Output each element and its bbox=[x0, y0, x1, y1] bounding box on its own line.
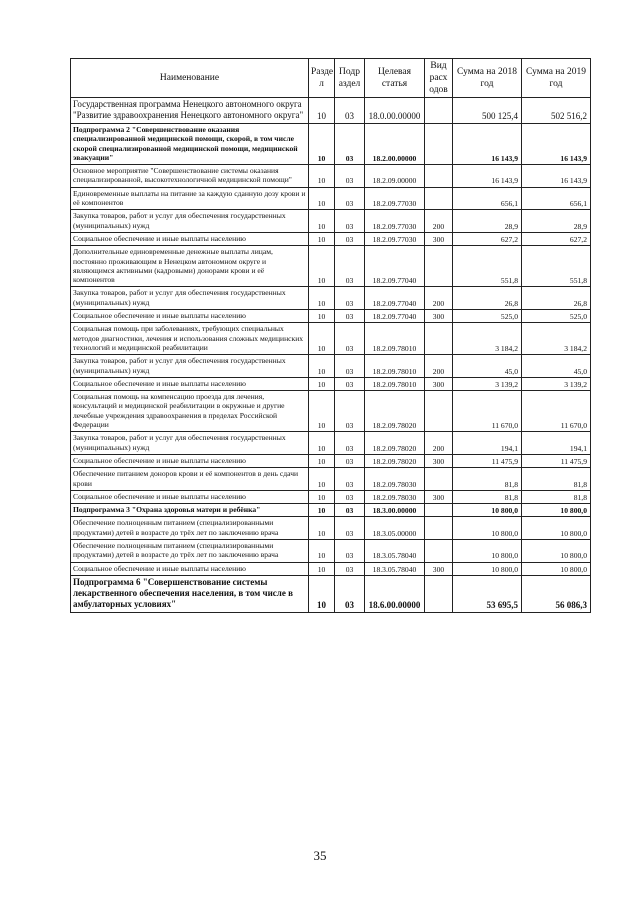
row-exp-type: 200 bbox=[425, 432, 453, 455]
row-name: Подпрограмма 6 "Совершенствование системы лекарственного обеспечения населения, в том числе в амбулаторных условиях" bbox=[71, 575, 309, 612]
row-exp-type bbox=[425, 165, 453, 188]
row-target: 18.2.09.77040 bbox=[365, 246, 425, 287]
row-exp-type bbox=[425, 246, 453, 287]
row-section: 10 bbox=[309, 246, 335, 287]
row-subsection: 03 bbox=[335, 454, 365, 467]
row-sum-2019: 45,0 bbox=[522, 355, 591, 378]
row-name: Социальное обеспечение и иные выплаты населению bbox=[71, 377, 309, 390]
row-sum-2018: 81,8 bbox=[453, 490, 522, 503]
row-exp-type bbox=[425, 124, 453, 165]
table-row bbox=[71, 124, 591, 165]
row-target: 18.6.00.00000 bbox=[365, 575, 425, 612]
row-section: 10 bbox=[309, 310, 335, 323]
row-sum-2019: 551,8 bbox=[522, 246, 591, 287]
row-target: 18.3.00.00000 bbox=[365, 504, 425, 517]
row-section: 10 bbox=[309, 187, 335, 210]
table-row bbox=[71, 539, 591, 562]
row-sum-2018: 500 125,4 bbox=[453, 98, 522, 124]
row-exp-type bbox=[425, 323, 453, 355]
table-row bbox=[71, 575, 591, 612]
row-sum-2019: 525,0 bbox=[522, 310, 591, 323]
row-section: 10 bbox=[309, 490, 335, 503]
row-sum-2018: 16 143,9 bbox=[453, 124, 522, 165]
row-exp-type: 300 bbox=[425, 454, 453, 467]
row-target: 18.2.09.77030 bbox=[365, 187, 425, 210]
row-name: Социальное обеспечение и иные выплаты населению bbox=[71, 232, 309, 245]
table-row bbox=[71, 391, 591, 432]
row-name: Обеспечение полноценным питанием (специализированными продуктами) детей в возрасте до трёх лет по заключению врача bbox=[71, 539, 309, 562]
row-sum-2019: 81,8 bbox=[522, 490, 591, 503]
row-exp-type: 200 bbox=[425, 355, 453, 378]
row-sum-2019: 11 670,0 bbox=[522, 391, 591, 432]
row-name: Социальное обеспечение и иные выплаты населению bbox=[71, 562, 309, 575]
row-subsection: 03 bbox=[335, 517, 365, 540]
table-row bbox=[71, 517, 591, 540]
row-exp-type bbox=[425, 98, 453, 124]
table-row bbox=[71, 165, 591, 188]
header-subsection: Подр аздел bbox=[335, 59, 365, 98]
row-subsection: 03 bbox=[335, 124, 365, 165]
row-sum-2019: 16 143,9 bbox=[522, 124, 591, 165]
row-sum-2018: 656,1 bbox=[453, 187, 522, 210]
table-row bbox=[71, 232, 591, 245]
row-section: 10 bbox=[309, 210, 335, 233]
table-row bbox=[71, 246, 591, 287]
row-section: 10 bbox=[309, 355, 335, 378]
row-target: 18.3.05.78040 bbox=[365, 539, 425, 562]
header-exp-type: Вид расх одов bbox=[425, 59, 453, 98]
row-subsection: 03 bbox=[335, 490, 365, 503]
row-sum-2018: 627,2 bbox=[453, 232, 522, 245]
row-name: Основное мероприятие "Совершенствование системы оказания специализированной, высокотехнологичной медицинской помощи" bbox=[71, 165, 309, 188]
row-name: Государственная программа Ненецкого автономного округа "Развитие здравоохранения Ненецкого автономного округа" bbox=[71, 98, 309, 124]
row-sum-2019: 656,1 bbox=[522, 187, 591, 210]
row-sum-2019: 10 800,0 bbox=[522, 539, 591, 562]
row-sum-2019: 502 516,2 bbox=[522, 98, 591, 124]
row-section: 10 bbox=[309, 391, 335, 432]
row-exp-type bbox=[425, 187, 453, 210]
row-name: Закупка товаров, работ и услуг для обеспечения государственных (муниципальных) нужд bbox=[71, 210, 309, 233]
table-row bbox=[71, 287, 591, 310]
row-section: 10 bbox=[309, 124, 335, 165]
row-sum-2019: 26,8 bbox=[522, 287, 591, 310]
row-sum-2018: 81,8 bbox=[453, 468, 522, 491]
row-target: 18.3.05.78040 bbox=[365, 562, 425, 575]
row-subsection: 03 bbox=[335, 432, 365, 455]
row-section: 10 bbox=[309, 287, 335, 310]
row-sum-2018: 10 800,0 bbox=[453, 517, 522, 540]
table-row bbox=[71, 468, 591, 491]
row-exp-type: 300 bbox=[425, 490, 453, 503]
row-name: Закупка товаров, работ и услуг для обеспечения государственных (муниципальных) нужд bbox=[71, 287, 309, 310]
row-section: 10 bbox=[309, 165, 335, 188]
row-target: 18.2.09.78010 bbox=[365, 323, 425, 355]
row-section: 10 bbox=[309, 504, 335, 517]
table-row bbox=[71, 377, 591, 390]
row-exp-type bbox=[425, 504, 453, 517]
row-subsection: 03 bbox=[335, 165, 365, 188]
row-sum-2018: 26,8 bbox=[453, 287, 522, 310]
row-sum-2019: 56 086,3 bbox=[522, 575, 591, 612]
row-target: 18.2.09.78020 bbox=[365, 432, 425, 455]
row-subsection: 03 bbox=[335, 504, 365, 517]
row-sum-2019: 3 184,2 bbox=[522, 323, 591, 355]
row-subsection: 03 bbox=[335, 355, 365, 378]
row-target: 18.2.00.00000 bbox=[365, 124, 425, 165]
row-target: 18.2.09.78010 bbox=[365, 377, 425, 390]
document-page bbox=[70, 58, 590, 613]
row-sum-2018: 28,9 bbox=[453, 210, 522, 233]
row-section: 10 bbox=[309, 575, 335, 612]
row-exp-type bbox=[425, 468, 453, 491]
row-subsection: 03 bbox=[335, 575, 365, 612]
row-sum-2018: 3 139,2 bbox=[453, 377, 522, 390]
row-exp-type: 300 bbox=[425, 310, 453, 323]
table-row bbox=[71, 98, 591, 124]
row-exp-type: 300 bbox=[425, 562, 453, 575]
page-number: 35 bbox=[313, 848, 327, 863]
row-target: 18.2.09.78030 bbox=[365, 468, 425, 491]
row-target: 18.3.05.00000 bbox=[365, 517, 425, 540]
row-exp-type bbox=[425, 575, 453, 612]
row-sum-2019: 194,1 bbox=[522, 432, 591, 455]
row-name: Социальная помощь на компенсацию проезда для лечения, консультаций и медицинской реабилитации в окружные и другие лечебные учреждения здравоохранения в пределах Российской Федерации bbox=[71, 391, 309, 432]
row-exp-type: 300 bbox=[425, 232, 453, 245]
row-subsection: 03 bbox=[335, 377, 365, 390]
row-sum-2019: 3 139,2 bbox=[522, 377, 591, 390]
row-sum-2019: 81,8 bbox=[522, 468, 591, 491]
row-sum-2019: 10 800,0 bbox=[522, 504, 591, 517]
header-section: Разде л bbox=[309, 59, 335, 98]
row-section: 10 bbox=[309, 232, 335, 245]
row-exp-type bbox=[425, 517, 453, 540]
row-target: 18.2.09.77040 bbox=[365, 287, 425, 310]
row-exp-type bbox=[425, 391, 453, 432]
row-sum-2018: 10 800,0 bbox=[453, 562, 522, 575]
row-sum-2018: 3 184,2 bbox=[453, 323, 522, 355]
table-row bbox=[71, 187, 591, 210]
row-sum-2018: 11 475,9 bbox=[453, 454, 522, 467]
row-exp-type bbox=[425, 539, 453, 562]
row-name: Закупка товаров, работ и услуг для обеспечения государственных (муниципальных) нужд bbox=[71, 355, 309, 378]
row-target: 18.2.09.78020 bbox=[365, 391, 425, 432]
row-name: Подпрограмма 3 "Охрана здоровья матери и ребёнка" bbox=[71, 504, 309, 517]
header-sum-2018: Сумма на 2018 год bbox=[453, 59, 522, 98]
row-sum-2019: 11 475,9 bbox=[522, 454, 591, 467]
row-section: 10 bbox=[309, 468, 335, 491]
header-target: Целевая статья bbox=[365, 59, 425, 98]
row-sum-2019: 16 143,9 bbox=[522, 165, 591, 188]
row-section: 10 bbox=[309, 517, 335, 540]
row-sum-2018: 45,0 bbox=[453, 355, 522, 378]
row-target: 18.2.09.78010 bbox=[365, 355, 425, 378]
row-name: Социальное обеспечение и иные выплаты населению bbox=[71, 310, 309, 323]
row-subsection: 03 bbox=[335, 310, 365, 323]
row-target: 18.2.09.77040 bbox=[365, 310, 425, 323]
row-sum-2018: 551,8 bbox=[453, 246, 522, 287]
row-subsection: 03 bbox=[335, 187, 365, 210]
row-subsection: 03 bbox=[335, 391, 365, 432]
row-target: 18.2.09.78030 bbox=[365, 490, 425, 503]
row-name: Социальное обеспечение и иные выплаты населению bbox=[71, 490, 309, 503]
row-sum-2019: 28,9 bbox=[522, 210, 591, 233]
row-sum-2018: 16 143,9 bbox=[453, 165, 522, 188]
table-row bbox=[71, 323, 591, 355]
row-target: 18.2.09.78020 bbox=[365, 454, 425, 467]
row-sum-2019: 10 800,0 bbox=[522, 562, 591, 575]
row-section: 10 bbox=[309, 432, 335, 455]
row-section: 10 bbox=[309, 98, 335, 124]
table-row bbox=[71, 210, 591, 233]
header-sum-2019: Сумма на 2019 год bbox=[522, 59, 591, 98]
row-exp-type: 300 bbox=[425, 377, 453, 390]
row-section: 10 bbox=[309, 323, 335, 355]
table-row bbox=[71, 504, 591, 517]
table-row bbox=[71, 490, 591, 503]
row-sum-2018: 525,0 bbox=[453, 310, 522, 323]
row-name: Социальная помощь при заболеваниях, требующих специальных методов диагностики, лечения и использования сложных медицинских технологий и медицинской реабилитации bbox=[71, 323, 309, 355]
row-section: 10 bbox=[309, 454, 335, 467]
table-header-row bbox=[71, 59, 591, 98]
row-section: 10 bbox=[309, 539, 335, 562]
table-row bbox=[71, 432, 591, 455]
row-sum-2018: 10 800,0 bbox=[453, 539, 522, 562]
row-exp-type: 200 bbox=[425, 287, 453, 310]
row-sum-2018: 194,1 bbox=[453, 432, 522, 455]
table-row bbox=[71, 454, 591, 467]
row-subsection: 03 bbox=[335, 468, 365, 491]
row-target: 18.0.00.00000 bbox=[365, 98, 425, 124]
table-row bbox=[71, 310, 591, 323]
table-row bbox=[71, 355, 591, 378]
row-sum-2019: 10 800,0 bbox=[522, 517, 591, 540]
row-sum-2019: 627,2 bbox=[522, 232, 591, 245]
row-subsection: 03 bbox=[335, 562, 365, 575]
row-target: 18.2.09.77030 bbox=[365, 210, 425, 233]
row-section: 10 bbox=[309, 377, 335, 390]
row-name: Обеспечение питанием доноров крови и её компонентов в день сдачи крови bbox=[71, 468, 309, 491]
row-subsection: 03 bbox=[335, 287, 365, 310]
row-sum-2018: 11 670,0 bbox=[453, 391, 522, 432]
row-target: 18.2.09.77030 bbox=[365, 232, 425, 245]
row-subsection: 03 bbox=[335, 246, 365, 287]
row-sum-2018: 10 800,0 bbox=[453, 504, 522, 517]
row-name: Закупка товаров, работ и услуг для обеспечения государственных (муниципальных) нужд bbox=[71, 432, 309, 455]
row-name: Дополнительные единовременные денежные выплаты лицам, постоянно проживающим в Ненецком автономном округе и являющимся активными (кадровыми) донорами крови и её компонентов bbox=[71, 246, 309, 287]
row-sum-2018: 53 695,5 bbox=[453, 575, 522, 612]
table-row bbox=[71, 562, 591, 575]
row-subsection: 03 bbox=[335, 232, 365, 245]
row-name: Социальное обеспечение и иные выплаты населению bbox=[71, 454, 309, 467]
row-name: Обеспечение полноценным питанием (специализированными продуктами) детей в возрасте до трёх лет по заключению врача bbox=[71, 517, 309, 540]
budget-table bbox=[70, 58, 591, 613]
header-name: Наименование bbox=[71, 59, 309, 98]
row-subsection: 03 bbox=[335, 323, 365, 355]
row-section: 10 bbox=[309, 562, 335, 575]
row-target: 18.2.09.00000 bbox=[365, 165, 425, 188]
row-subsection: 03 bbox=[335, 98, 365, 124]
row-exp-type: 200 bbox=[425, 210, 453, 233]
row-name: Подпрограмма 2 "Совершенствование оказания специализированной медицинской помощи, скорой, в том числе скорой специализированной медицинской помощи, медицинской эвакуации" bbox=[71, 124, 309, 165]
row-name: Единовременные выплаты на питание за каждую сданную дозу крови и её компонентов bbox=[71, 187, 309, 210]
row-subsection: 03 bbox=[335, 210, 365, 233]
row-subsection: 03 bbox=[335, 539, 365, 562]
